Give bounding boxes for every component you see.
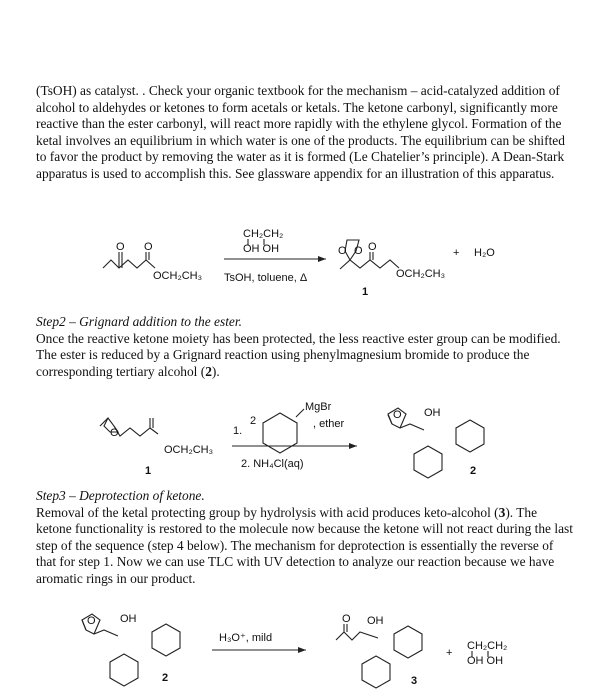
water-product: H₂O (474, 247, 495, 259)
reaction-arrow-1 (224, 228, 326, 284)
compound-number-1: 1 (362, 286, 369, 298)
glycol-formula: CH₂CH₂ (243, 228, 284, 240)
compound-number-2: 2 (470, 465, 477, 477)
reactant-compound-2 (82, 613, 180, 686)
ketal-oxygen: O (110, 427, 119, 439)
compound-ref-3: 3 (498, 504, 506, 520)
workup-step: 2. NH₄Cl(aq) (241, 458, 304, 470)
reactant-compound-1 (100, 418, 213, 477)
phenyl-ring-right (456, 420, 484, 452)
ketal-oxygen-left: O (338, 245, 347, 257)
step3-title: Step3 – Deprotection of ketone. (36, 488, 205, 503)
solvent-ether: , ether (313, 418, 345, 430)
compound-number-3: 3 (411, 675, 418, 687)
glycol-hydroxyls: OH OH (467, 655, 504, 667)
plus-sign: + (446, 647, 453, 659)
product-compound-3 (336, 613, 422, 688)
glycol-hydroxyls: OH OH (243, 243, 280, 255)
ester-group-label: OCH₂CH₃ (153, 270, 203, 282)
phenyl-ring-bottom (110, 654, 138, 686)
ketal-oxygen: O (393, 409, 402, 421)
ester-carbonyl-oxygen: O (368, 241, 377, 253)
intro-paragraph: (TsOH) as catalyst. . Check your organic textbook for the mechanism – acid-catalyzed addition of alcohol to aldehydes or ketones to form acetals or ketals. The ketone carbonyl, significantly more reactive than the ester carbonyl, will react more rapidly with the ethylene glycol. Formation of the ketal involves an equilibrium in which water is one of the products. The equilibrium can be shifted to favor the product by removing the water as it is formed (Le Chatelier’s principle). A Dean-Stark apparatus is used to accomplish this. See glassware appendix for an illustration of this apparatus. (36, 83, 565, 181)
step-1-label: 1. (233, 425, 243, 437)
scheme-deprotection (0, 600, 606, 700)
phenyl-ring-right (394, 626, 422, 658)
reaction-arrow-2 (232, 401, 357, 470)
ketone-oxygen: O (116, 241, 125, 253)
phenyl-ring-bottom (414, 446, 442, 478)
compound-ref-2: 2 (205, 363, 212, 379)
stoichiometric-coefficient: 2 (250, 415, 257, 427)
glycol-formula: CH₂CH₂ (467, 640, 508, 652)
ketal-oxygen: O (87, 615, 96, 627)
deprotection-reagent: H₃O⁺, mild (219, 632, 273, 644)
plus-sign: + (453, 247, 460, 259)
product-ketal-ester (338, 240, 445, 298)
step2-title: Step2 – Grignard addition to the ester. (36, 314, 242, 329)
phenyl-ring-bottom (362, 656, 390, 688)
compound-number-1: 1 (145, 465, 152, 477)
compound-number-2: 2 (162, 672, 169, 684)
step3-section (36, 488, 576, 588)
grignard-reagent: MgBr (305, 401, 332, 413)
scheme-grignard (0, 392, 606, 484)
ester-group-label: OCH₂CH₃ (396, 268, 446, 280)
reaction-conditions: TsOH, toluene, Δ (224, 272, 308, 284)
hydroxyl-label: OH (367, 615, 384, 627)
phenyl-ring (263, 413, 297, 453)
ester-group-label: OCH₂CH₃ (164, 444, 214, 456)
step2-section (36, 314, 576, 380)
hydroxyl-label: OH (424, 407, 441, 419)
step2-body: Once the reactive ketone moiety has been protected, the less reactive ester group can be modified. The ester is reduced by a Grignard reaction using phenylmagnesium bromide to produce the corresponding tertiary alcohol (2). (36, 330, 561, 379)
step3-body: Removal of the ketal protecting group by hydrolysis with acid produces keto-alcohol (3). The ketone functionality is restored to the molecule now because the ketone will not react during the last step of the sequence (step 4 below). The mechanism for deprotection is essentially the reverse of that for step 1. Now we can use TLC with UV detection to analyze our reaction because we have aromatic rings in our product. (36, 504, 573, 586)
ketone-oxygen: O (342, 613, 351, 625)
scheme-ketal-protection (0, 222, 606, 302)
product-compound-2 (388, 407, 484, 478)
hydroxyl-label: OH (120, 613, 137, 625)
reaction-arrow-3 (212, 632, 306, 653)
phenyl-ring-right (152, 624, 180, 656)
reactant-ethyl-acetoacetate (103, 241, 202, 282)
ester-carbonyl-oxygen: O (144, 241, 153, 253)
ketal-oxygen-right: O (354, 245, 363, 257)
